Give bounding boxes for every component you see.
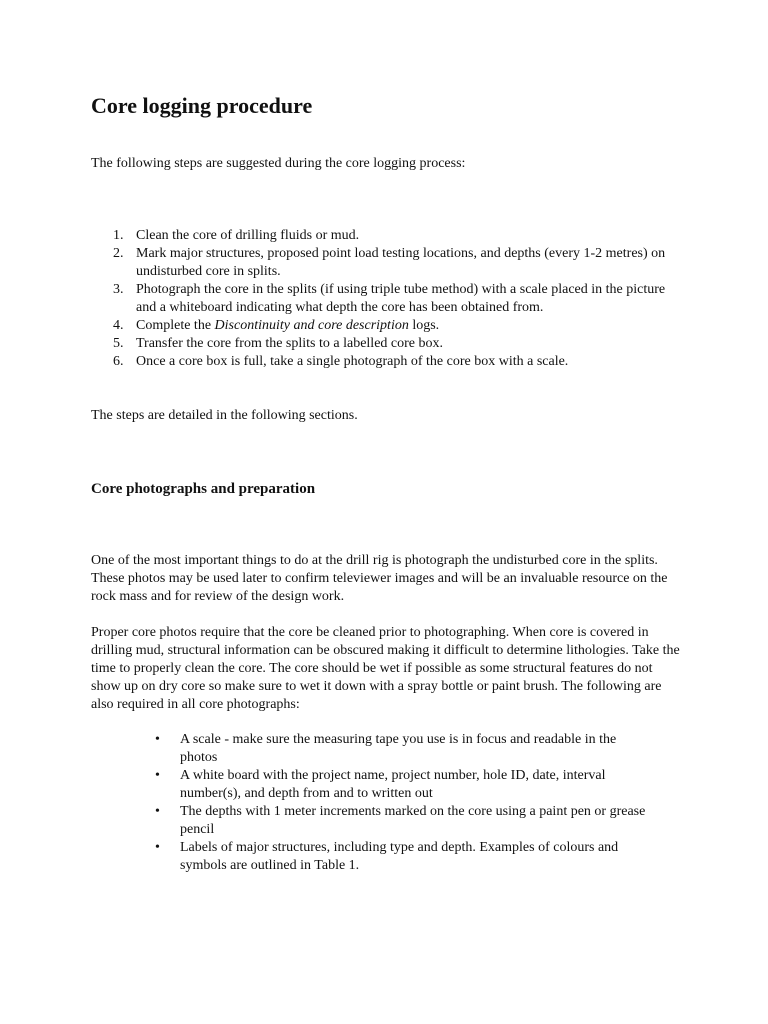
- intro-paragraph: The following steps are suggested during the core logging process:: [91, 156, 466, 171]
- body-paragraph-2: Proper core photos require that the core be cleaned prior to photographing. When core is covered in drilling mud, structural information can be obscured making it difficult to determine lithologies. Take the time to properly clean the core. The core should be wet if possible as some structural features do not show up on dry core so make sure to wet it down with a spray bottle or paint brush. The following are also required in all core photographs:: [91, 625, 680, 712]
- list-item: [91, 281, 681, 317]
- list-item-text: Labels of major structures, including type and depth. Examples of colours and symbols are outlined in Table 1.: [180, 840, 619, 873]
- page-title: Core logging procedure: [91, 93, 313, 118]
- list-item-text: Once a core box is full, take a single photograph of the core box with a scale.: [136, 354, 569, 369]
- list-item: [91, 227, 681, 245]
- list-number: 2.: [113, 246, 124, 261]
- section-heading: Core photographs and preparation: [91, 481, 316, 497]
- list-item: [155, 803, 655, 839]
- list-number: 5.: [113, 336, 124, 351]
- list-item-text: Mark major structures, proposed point load testing locations, and depths (every 1-2 metres) on undisturbed core in splits.: [136, 246, 666, 279]
- sections-note: The steps are detailed in the following sections.: [91, 408, 358, 423]
- list-item: [91, 245, 681, 281]
- list-item: [155, 767, 655, 803]
- list-item: [91, 353, 681, 371]
- list-number: 6.: [113, 354, 124, 369]
- list-item-text-start: Complete the: [136, 318, 215, 333]
- list-number: 4.: [113, 318, 124, 333]
- list-number: 3.: [113, 282, 124, 297]
- body-paragraph-1: One of the most important things to do at the drill rig is photograph the undisturbed core in the splits. These photos may be used later to confirm televiewer images and will be an invaluable resource on the rock mass and for review of the design work.: [91, 553, 668, 604]
- list-item-text: Transfer the core from the splits to a labelled core box.: [136, 336, 444, 351]
- list-item: [91, 317, 681, 335]
- steps-list: [91, 227, 681, 371]
- list-item-text: The depths with 1 meter increments marked on the core using a paint pen or grease pencil: [180, 804, 646, 837]
- bullet-icon: •: [155, 804, 160, 819]
- list-item-italic-text: Discontinuity and core description: [214, 318, 409, 333]
- bullet-icon: •: [155, 732, 160, 747]
- list-item-text-end: logs.: [408, 318, 440, 333]
- list-item: [91, 335, 681, 353]
- list-item-text: A white board with the project name, project number, hole ID, date, interval number(s), and depth from and to written out: [180, 768, 606, 801]
- list-item-text: Clean the core of drilling fluids or mud.: [136, 228, 360, 243]
- list-item-text: Photograph the core in the splits (if using triple tube method) with a scale placed in the picture and a whiteboard indicating what depth the core has been obtained from.: [136, 282, 666, 315]
- list-item-text: A scale - make sure the measuring tape you use is in focus and readable in the photos: [180, 732, 617, 765]
- list-item: [155, 731, 655, 767]
- list-number: 1.: [113, 228, 124, 243]
- requirements-list: [155, 731, 655, 875]
- bullet-icon: •: [155, 840, 160, 855]
- bullet-icon: •: [155, 768, 160, 783]
- list-item: [155, 839, 655, 875]
